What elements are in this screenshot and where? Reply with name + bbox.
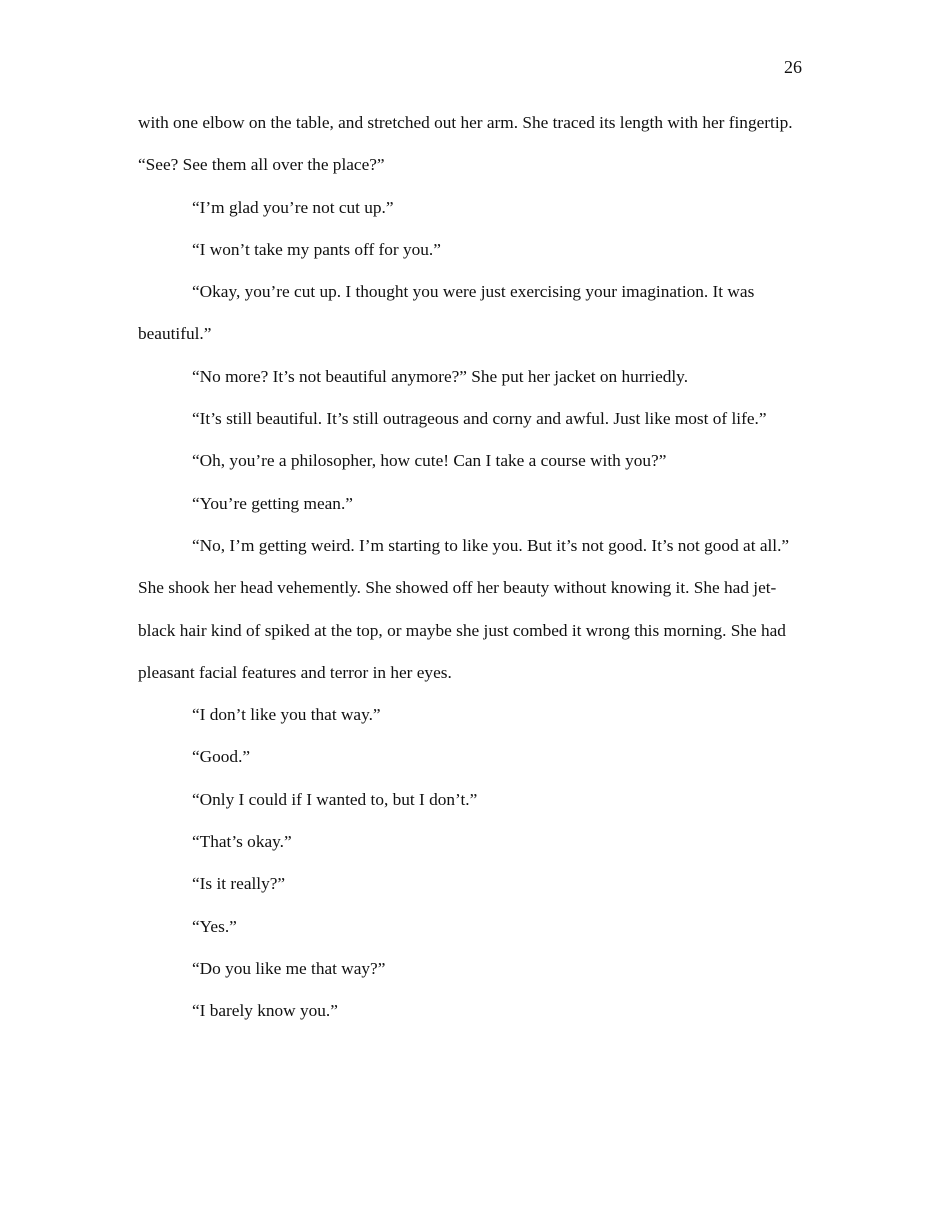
paragraph: “It’s still beautiful. It’s still outrageous and corny and awful. Just like most of life.” — [192, 409, 767, 429]
paragraph: with one elbow on the table, and stretched out her arm. She traced its length with her fingertip. “See? See them all over the place?” — [138, 113, 793, 175]
body-text — [138, 102, 802, 1033]
paragraph: “Oh, you’re a philosopher, how cute! Can I take a course with you?” — [192, 451, 667, 471]
paragraph: “I don’t like you that way.” — [192, 705, 381, 725]
page-number: 26 — [784, 57, 802, 77]
paragraph: “Okay, you’re cut up. I thought you were just exercising your imagination. It was beautiful.” — [138, 282, 755, 344]
paragraph: “Is it really?” — [192, 874, 286, 894]
paragraph: “No, I’m getting weird. I’m starting to like you. But it’s not good. It’s not good at all.” She shook her head vehemently. She showed off her beauty without knowing it. She had jet-black hair kind of spiked at the top, or maybe she just combed it wrong this morning. She had pleasant facial features and terror in her eyes. — [138, 535, 790, 682]
paragraph: “I barely know you.” — [192, 1001, 338, 1021]
paragraph: “That’s okay.” — [192, 832, 292, 852]
paragraph: “Good.” — [192, 747, 251, 767]
paragraph: “I’m glad you’re not cut up.” — [192, 197, 394, 217]
paragraph: “You’re getting mean.” — [192, 493, 353, 513]
paragraph: “Yes.” — [192, 916, 237, 936]
paragraph: “Do you like me that way?” — [192, 958, 386, 978]
paragraph: “No more? It’s not beautiful anymore?” She put her jacket on hurriedly. — [192, 366, 689, 386]
paragraph: “Only I could if I wanted to, but I don’t.” — [192, 789, 478, 809]
paragraph: “I won’t take my pants off for you.” — [192, 239, 441, 259]
